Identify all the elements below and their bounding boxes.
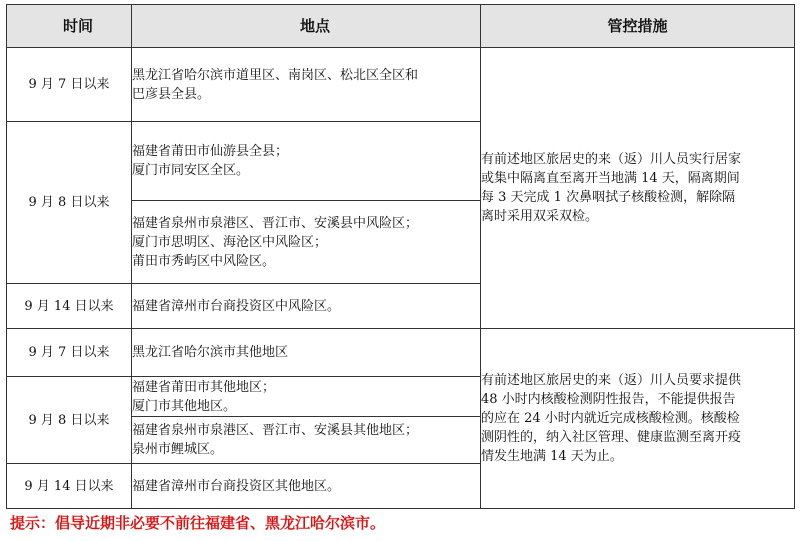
travel-advisory-notice: 提示：倡导近期非必要不前往福建省、黑龙江哈尔滨市。	[10, 514, 386, 532]
time-cell: 9 月 8 日以来	[7, 122, 132, 284]
measure-line: 情发生地满 14 天为止。	[481, 449, 623, 464]
place-cell	[132, 284, 481, 329]
time-cell: 9 月 8 日以来	[7, 377, 132, 464]
place-cell	[132, 201, 481, 284]
header-place: 地点	[132, 5, 481, 48]
measure-line: 测阴性的，纳入社区管理、健康监测至离开疫	[481, 430, 742, 445]
measure-cell-quarantine	[481, 48, 795, 329]
place-cell	[132, 329, 481, 377]
time-cell: 9 月 7 日以来	[7, 329, 132, 377]
place-line: 福建省泉州市泉港区、晋江市、安溪县其他地区；	[132, 423, 419, 438]
table-row	[7, 48, 795, 122]
place-line: 福建省漳州市台商投资区其他地区。	[132, 478, 341, 494]
measure-line: 有前述地区旅居史的来（返）川人员要求提供	[481, 373, 742, 388]
place-line: 福建省泉州市泉港区、晋江市、安溪县中风险区；	[132, 215, 419, 231]
place-line: 莆田市秀屿区中风险区。	[132, 253, 276, 269]
place-cell	[132, 48, 481, 122]
header-measure: 管控措施	[481, 5, 795, 48]
time-cell: 9 月 14 日以来	[7, 464, 132, 509]
header-row	[7, 5, 795, 48]
place-line: 巴彦县全县。	[132, 86, 211, 102]
place-line: 厦门市其他地区。	[132, 398, 237, 414]
measure-line: 有前述地区旅居史的来（返）川人员实行居家	[481, 152, 742, 167]
measure-cell-testing	[481, 329, 795, 509]
place-line: 泉州市鲤城区。	[132, 442, 224, 457]
place-cell	[132, 417, 481, 464]
place-line: 厦门市同安区全区。	[132, 163, 250, 178]
place-line: 福建省莆田市仙游县全县；	[132, 144, 289, 159]
place-cell	[132, 377, 481, 417]
header-time: 时间	[7, 5, 132, 48]
place-line: 福建省漳州市台商投资区中风险区。	[132, 298, 341, 314]
table-row	[7, 329, 795, 377]
place-line: 黑龙江省哈尔滨市道里区、南岗区、松北区全区和	[132, 67, 419, 83]
measure-line: 的应在 24 小时内就近完成核酸检测。核酸检	[481, 411, 740, 426]
time-cell: 9 月 7 日以来	[7, 48, 132, 122]
measure-line: 每 3 天完成 1 次鼻咽拭子核酸检测，解除隔	[481, 190, 736, 205]
measure-line: 或集中隔离直至离开当地满 14 天，隔离期间	[481, 171, 740, 186]
measure-line: 48 小时内核酸检测阴性报告，不能提供报告	[481, 392, 736, 407]
place-line: 厦门市思明区、海沧区中风险区；	[132, 234, 328, 250]
place-line: 福建省莆田市其他地区；	[132, 379, 276, 395]
time-cell: 9 月 14 日以来	[7, 284, 132, 329]
control-measures-table	[6, 4, 795, 509]
place-cell	[132, 122, 481, 201]
place-cell	[132, 464, 481, 509]
place-line: 黑龙江省哈尔滨市其他地区	[132, 345, 289, 360]
measure-line: 离时采用双采双检。	[481, 209, 599, 224]
